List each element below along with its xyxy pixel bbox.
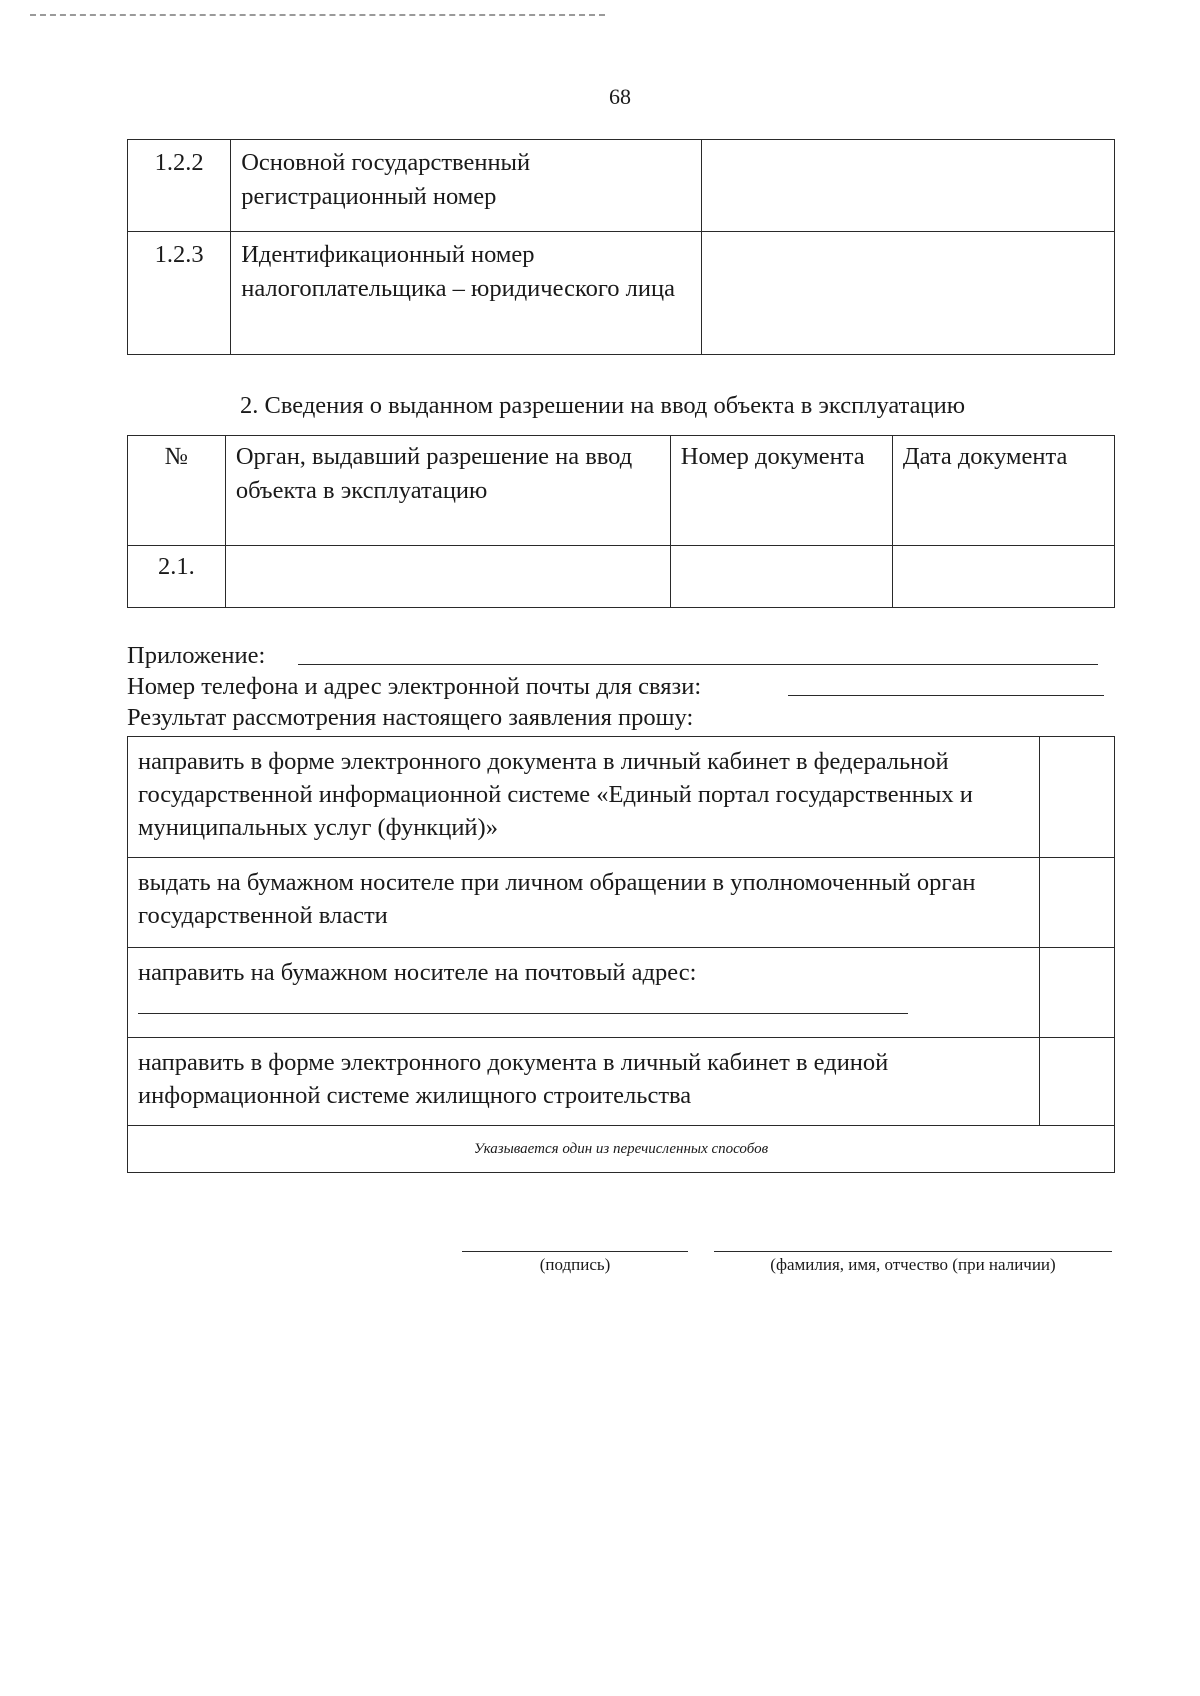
postal-address-input-line[interactable] <box>138 989 908 1014</box>
row-label: Основной государственный регистрационный номер <box>231 140 701 232</box>
table-row <box>128 546 1115 608</box>
table-header-row <box>128 436 1115 546</box>
section-2-title: 2. Сведения о выданном разрешении на ввод объекта в эксплуатацию <box>240 392 966 419</box>
attachment-input-line[interactable] <box>298 664 1098 665</box>
options-note-row <box>128 1126 1115 1173</box>
option-checkbox-cell[interactable] <box>1040 1038 1115 1126</box>
row-label: Идентификационный номер налогоплательщика – юридического лица <box>231 232 701 355</box>
row-number: 1.2.3 <box>128 232 231 355</box>
header-doc-date: Дата документа <box>892 436 1114 546</box>
option-text: направить в форме электронного документа в личный кабинет в единой информационной системе жилищного строительства <box>128 1038 1040 1126</box>
option-checkbox-cell[interactable] <box>1040 858 1115 948</box>
delivery-option <box>128 737 1115 858</box>
header-num: № <box>128 436 226 546</box>
table-row <box>128 232 1115 355</box>
header-organ: Орган, выдавший разрешение на ввод объекта в эксплуатацию <box>225 436 670 546</box>
option-checkbox-cell[interactable] <box>1040 948 1115 1038</box>
organ-cell[interactable] <box>225 546 670 608</box>
page-number: 68 <box>609 84 631 109</box>
row-number: 1.2.2 <box>128 140 231 232</box>
table-row <box>128 140 1115 232</box>
inn-value-cell[interactable] <box>701 232 1114 355</box>
option-checkbox-cell[interactable] <box>1040 737 1115 858</box>
option-text: выдать на бумажном носителе при личном обращении в уполномоченный орган государственной власти <box>128 858 1040 948</box>
result-label: Результат рассмотрения настоящего заявления прошу: <box>127 704 694 731</box>
full-name-line[interactable] <box>714 1251 1112 1252</box>
option-text: направить в форме электронного документа в личный кабинет в федеральной государственной информационной системе «Единый портал государственных и муниципальных услуг (функций)» <box>128 737 1040 858</box>
delivery-option <box>128 858 1115 948</box>
full-name-caption: (фамилия, имя, отчество (при наличии) <box>770 1255 1056 1274</box>
contact-input-line[interactable] <box>788 695 1104 696</box>
scan-edge-artifact <box>30 14 605 16</box>
postal-option-cell <box>128 948 1040 1038</box>
delivery-options-table <box>127 736 1115 1173</box>
signature-line[interactable] <box>462 1251 688 1252</box>
attachment-label: Приложение: <box>127 642 266 669</box>
option-text: направить на бумажном носителе на почтовый адрес: <box>138 959 697 986</box>
contact-label: Номер телефона и адрес электронной почты для связи: <box>127 673 702 700</box>
options-note: Указывается один из перечисленных способов <box>128 1126 1115 1173</box>
header-doc-number: Номер документа <box>670 436 892 546</box>
permit-info-table <box>127 435 1115 608</box>
delivery-option <box>128 948 1115 1038</box>
doc-number-cell[interactable] <box>670 546 892 608</box>
row-number: 2.1. <box>128 546 226 608</box>
delivery-option <box>128 1038 1115 1126</box>
signature-caption: (подпись) <box>539 1255 611 1274</box>
doc-date-cell[interactable] <box>892 546 1114 608</box>
ogrn-value-cell[interactable] <box>701 140 1114 232</box>
applicant-info-table <box>127 139 1115 355</box>
